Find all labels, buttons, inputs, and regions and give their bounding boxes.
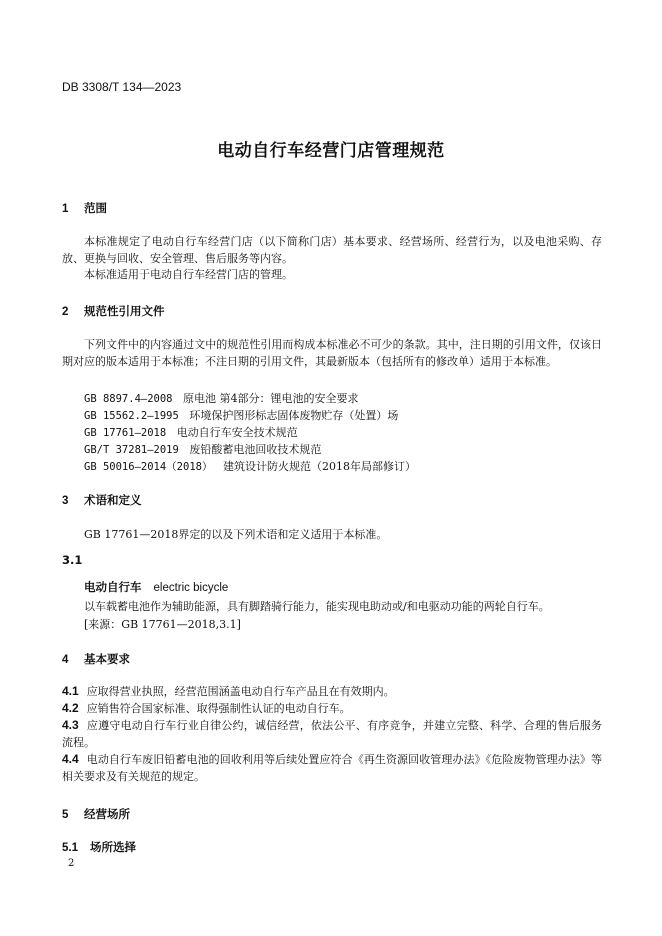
page-number: 2 (68, 858, 75, 869)
section-title: 基本要求 (84, 652, 130, 666)
reference-name: 原电池 第4部分：锂电池的安全要求 (183, 392, 359, 405)
document-title: 电动自行车经营门店管理规范 (217, 141, 445, 161)
item-text: 电动自行车废旧铅蓄电池的回收利用等后续处置应符合《再生资源回收管理办法》《危险废物管理办法》等相关要求及有关规范的规定。 (62, 753, 602, 783)
subsection-title: 场所选择 (90, 840, 136, 854)
term-definition: 以车载蓄电池作为辅助能源，具有脚踏骑行能力，能实现电助动或/和电驱动功能的两轮自行车。 (84, 600, 550, 613)
section-number: 4 (62, 654, 69, 666)
standard-code: DB 3308/T 134—2023 (62, 80, 182, 94)
term-entry (84, 579, 228, 595)
reference-code: GB 8897.4—2008 (84, 393, 173, 405)
item-number: 4.3 (62, 718, 79, 732)
section-title: 范围 (84, 201, 107, 215)
requirement-item (62, 683, 602, 700)
terms-intro: GB 17761—2018界定的以及下列术语和定义适用于本标准。 (84, 528, 388, 541)
item-number: 4.1 (62, 684, 79, 698)
section-title: 术语和定义 (84, 493, 142, 507)
item-number: 4.2 (62, 701, 79, 715)
references-intro: 下列文件中的内容通过文中的规范性引用而构成本标准必不可少的条款。其中，注日期的引用文件，仅该日期对应的版本适用于本标准；不注日期的引用文件，其最新版本（包括所有的修改单）适用于本标准。 (62, 338, 602, 368)
section-title: 规范性引用文件 (84, 304, 165, 318)
item-text: 应取得营业执照，经营范围涵盖电动自行车产品且在有效期内。 (86, 685, 395, 698)
scope-paragraph-1: 本标准规定了电动自行车经营门店（以下简称门店）基本要求、经营场所、经营行为，以及电池采购、存放、更换与回收、安全管理、售后服务等内容。 (62, 235, 602, 265)
scope-paragraph-2: 本标准适用于电动自行车经营门店的管理。 (84, 268, 293, 281)
term-english: electric bicycle (153, 582, 229, 594)
reference-item (84, 407, 398, 423)
reference-code: GB 50016—2014（2018） (84, 461, 213, 473)
term-number: 3.1 (62, 553, 83, 567)
item-text: 应销售符合国家标准、取得强制性认证的电动自行车。 (86, 702, 351, 715)
section-number: 1 (62, 203, 69, 215)
reference-name: 电动自行车安全技术规范 (176, 426, 298, 439)
requirement-item (62, 751, 602, 785)
section-4-heading (62, 651, 130, 667)
reference-name: 建筑设计防火规范（2018年局部修订） (222, 460, 416, 473)
reference-name: 废铅酸蓄电池回收技术规范 (189, 443, 322, 456)
section-1-heading (62, 200, 107, 216)
subsection-5-1-heading (62, 839, 136, 855)
reference-item (84, 424, 298, 440)
section-number: 2 (62, 306, 69, 318)
subsection-number: 5.1 (62, 842, 78, 854)
section-2-heading (62, 303, 165, 319)
section-3-heading (62, 492, 142, 508)
reference-code: GB 15562.2—1995 (84, 410, 179, 422)
section-title: 经营场所 (84, 807, 130, 821)
section-number: 5 (62, 809, 69, 821)
term-source: [来源：GB 17761—2018,3.1] (84, 618, 241, 631)
term-chinese: 电动自行车 (84, 580, 142, 594)
reference-name: 环境保护图形标志固体废物贮存（处置）场 (189, 409, 399, 422)
section-5-heading (62, 806, 130, 822)
item-number: 4.4 (62, 752, 79, 766)
reference-item (84, 458, 416, 474)
requirement-item (62, 700, 602, 717)
section-number: 3 (62, 495, 69, 507)
reference-item (84, 390, 359, 406)
reference-code: GB/T 37281—2019 (84, 444, 179, 456)
reference-item (84, 441, 321, 457)
item-text: 应遵守电动自行车行业自律公约，诚信经营，依法公平、有序竞争，并建立完整、科学、合理的售后服务流程。 (62, 719, 602, 749)
reference-code: GB 17761—2018 (84, 427, 167, 439)
requirement-item (62, 717, 602, 751)
